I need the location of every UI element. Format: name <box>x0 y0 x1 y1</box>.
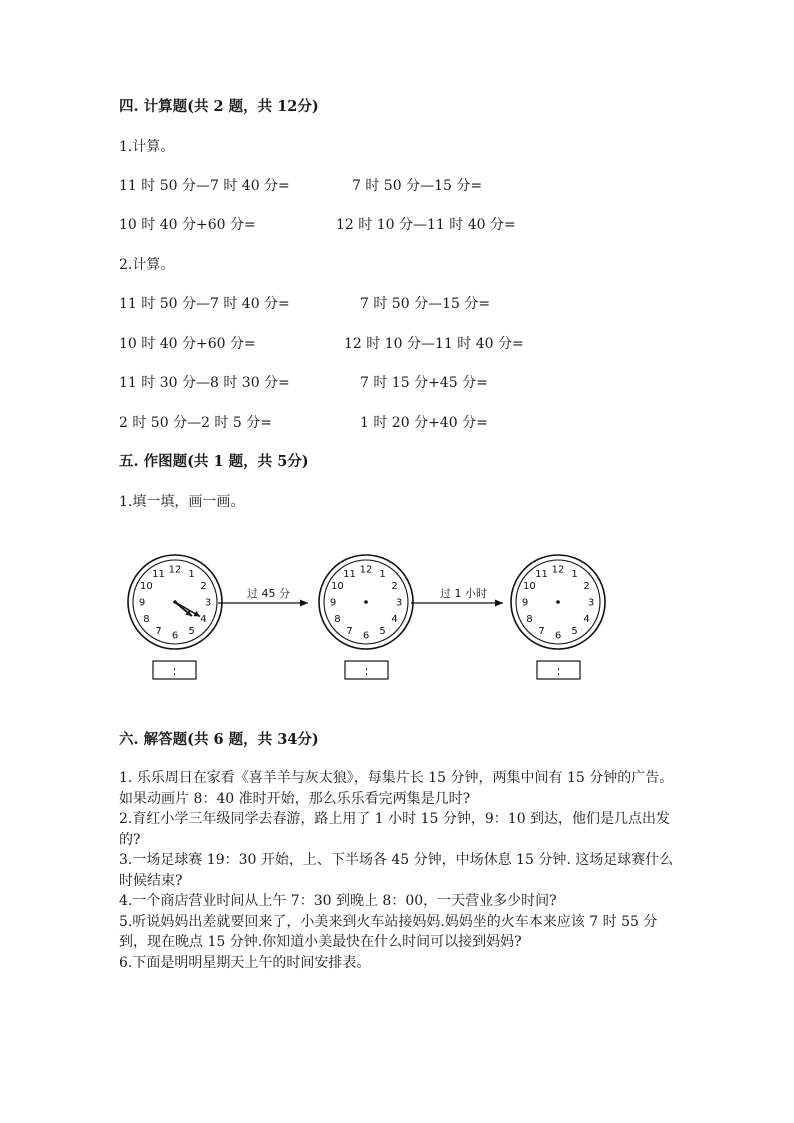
clock-numeral: 6 <box>171 630 179 642</box>
time-box-3-text: : <box>556 664 561 678</box>
clock-numeral: 10 <box>140 581 153 592</box>
clock-numeral: 8 <box>143 614 150 625</box>
problem-3: 3.一场足球赛 19：30 开始，上、下半场各 45 分钟，中场休息 15 分钟. 这场足球赛什么时候结束? <box>119 852 674 889</box>
q2-row3-left: 11 时 30 分—8 时 30 分= <box>119 375 290 391</box>
clock-numeral: 1 <box>571 568 578 580</box>
clock-numeral: 8 <box>526 614 533 625</box>
arrow-1-label: 过 45 分 <box>247 587 290 600</box>
clock-numeral: 7 <box>538 626 545 638</box>
clock-numeral: 8 <box>334 614 341 625</box>
q2-row4-right: 1 时 20 分+40 分= <box>360 415 488 431</box>
q1-row1-left: 11 时 50 分—7 时 40 分= <box>119 178 290 194</box>
clock-numeral: 9 <box>521 597 529 609</box>
q2-row3-right: 7 时 15 分+45 分= <box>360 375 488 391</box>
q2-row1-right: 7 时 50 分—15 分= <box>360 296 491 312</box>
clock-3 <box>511 555 605 649</box>
clock-center <box>556 600 560 604</box>
time-box-1-text: : <box>172 664 177 678</box>
clock-numeral: 1 <box>379 568 386 580</box>
clock-numeral: 12 <box>551 564 565 576</box>
s5-q1-label: 1.填一填，画一画。 <box>119 494 245 510</box>
problem-6: 6.下面是明明星期天上午的时间安排表。 <box>119 954 371 971</box>
clock-numeral: 11 <box>343 568 356 580</box>
clock-numeral: 4 <box>583 614 590 625</box>
clock-numeral: 7 <box>155 626 162 638</box>
clock-numeral: 3 <box>395 597 403 609</box>
q2-row4-left: 2 时 50 分—2 时 5 分= <box>119 415 272 431</box>
arrow-2-label: 过 1 小时 <box>440 587 487 600</box>
clock-numeral: 3 <box>587 597 595 609</box>
clock-numeral: 2 <box>583 581 590 592</box>
clock-figure <box>0 540 794 700</box>
section-6-heading: 六. 解答题(共 6 题，共 34分) <box>119 731 319 748</box>
clock-1 <box>128 555 222 649</box>
section-4-heading: 四. 计算题(共 2 题，共 12分) <box>119 98 319 115</box>
problem-5: 5.听说妈妈出差就要回来了，小美来到火车站接妈妈.妈妈坐的火车本来应该 7 时 55 分到，现在晚点 15 分钟.你知道小美最快在什么时间可以接到妈妈? <box>119 913 658 950</box>
clock-numeral: 3 <box>204 597 212 609</box>
problem-4: 4.一个商店营业时间从上午 7：30 到晚上 8：00，一天营业多少时间? <box>119 893 557 909</box>
clock-numeral: 6 <box>554 630 562 642</box>
clock-numeral: 9 <box>329 597 337 609</box>
q1-row2-left: 10 时 40 分+60 分= <box>119 217 256 233</box>
q1-row1-right: 7 时 50 分—15 分= <box>352 178 483 194</box>
q2-row2-left: 10 时 40 分+60 分= <box>119 336 256 352</box>
word-problems <box>119 768 679 973</box>
clock-numeral: 4 <box>391 614 398 625</box>
clock-numeral: 7 <box>346 626 353 638</box>
q2-label: 2.计算。 <box>119 257 175 273</box>
clock-numeral: 1 <box>188 568 195 580</box>
clock-numeral: 12 <box>168 564 182 576</box>
q2-row2-right: 12 时 10 分—11 时 40 分= <box>344 336 524 352</box>
time-box-2-text: : <box>364 664 369 678</box>
clock-numeral: 11 <box>152 568 165 580</box>
clock-numeral: 10 <box>331 581 344 592</box>
clock-numeral: 11 <box>535 568 548 580</box>
clock-numeral: 6 <box>362 630 370 642</box>
clock-numeral: 2 <box>200 581 207 592</box>
clock-numeral: 9 <box>138 597 146 609</box>
clock-numeral: 2 <box>391 581 398 592</box>
q2-row1-left: 11 时 50 分—7 时 40 分= <box>119 296 290 312</box>
clock-numeral: 5 <box>379 626 386 638</box>
clock-center <box>364 600 368 604</box>
arrow-1-head <box>300 600 308 607</box>
q1-label: 1.计算。 <box>119 139 175 155</box>
clock-numeral: 4 <box>200 614 207 625</box>
clock-numeral: 10 <box>523 581 536 592</box>
problem-2: 2.育红小学三年级同学去春游，路上用了 1 小时 15 分钟，9：10 到达，他们是几点出发的? <box>119 811 671 848</box>
clock-numeral: 5 <box>571 626 578 638</box>
clock-2 <box>319 555 413 649</box>
section-5-heading: 五. 作图题(共 1 题，共 5分) <box>119 453 309 470</box>
q1-row2-right: 12 时 10 分—11 时 40 分= <box>336 217 516 233</box>
clock-numeral: 5 <box>188 626 195 638</box>
arrow-2-head <box>495 600 503 607</box>
clock-numeral: 12 <box>359 564 373 576</box>
problem-1: 1. 乐乐周日在家看《喜羊羊与灰太狼》，每集片长 15 分钟，两集中间有 15 分钟的广告。如果动画片 8：40 准时开始，那么乐乐看完两集是几时? <box>119 770 674 807</box>
